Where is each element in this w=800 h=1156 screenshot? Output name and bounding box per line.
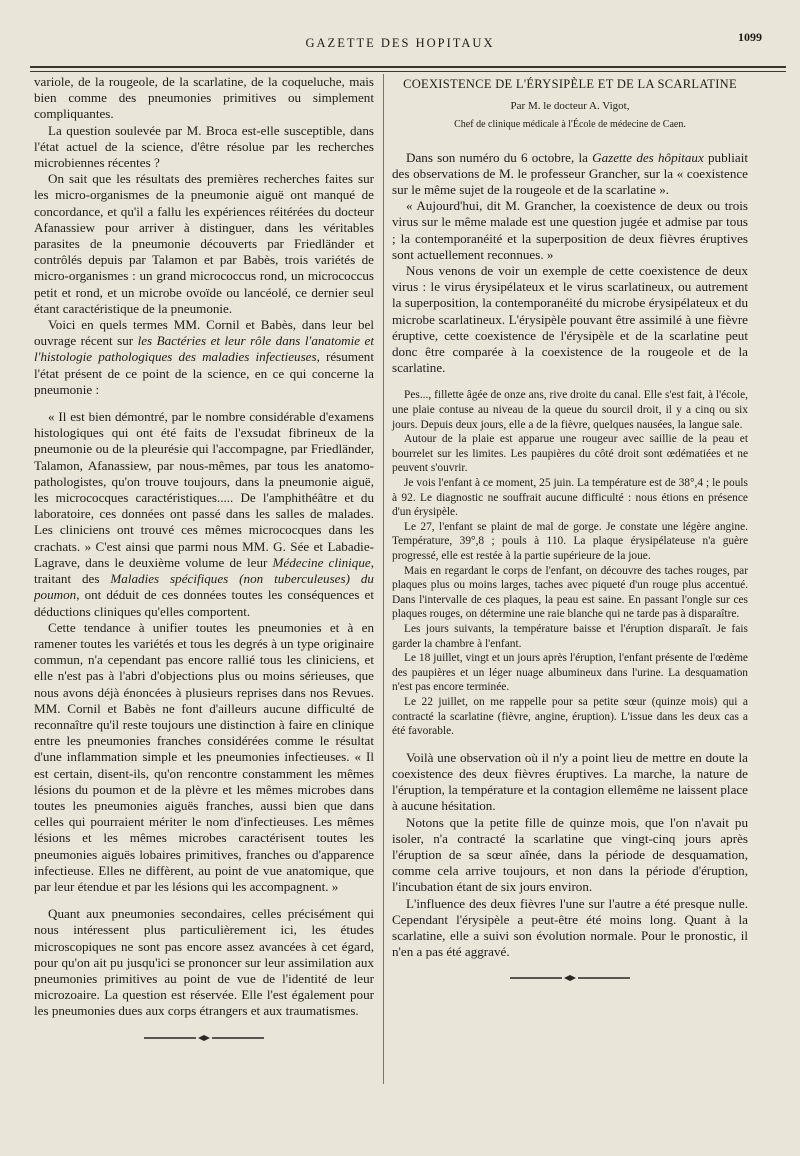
journal-reference: Gazette des hôpitaux <box>592 149 704 165</box>
page-header <box>30 22 770 62</box>
paragraph: Notons que la petite fille de quinze mois, que l'on n'avait pu isoler, n'a contracté la scarlatine que vingt-cinq jours après l'éruption de sa sœur aînée, dans la période de desquamation, comme cela arrive toujours, et non dans la période d'éruption, l'incubation étant de six jours environ. <box>392 814 748 895</box>
left-column <box>34 74 374 1042</box>
book-title: Maladies spécifiques (non tuberculeuses) du poumon <box>34 571 374 603</box>
text-run: « Il est bien démontré, par le nombre considérable d'examens histologiques qui ont été faits de l'exsudat fibrineux de la pneumonie ou de la pleurésie qui l'accompagne, par Friedländer, Talamon, Afanassiew, par nous-mêmes, par tous les anatomo-pathologistes, qu'on trouve toujours, dans la pneumonie aiguë, les micrococques caractéristiques..... De l'amphithéâtre et du laboratoire, ces données ont passé dans les salles de malades. Les cliniciens ont trouvé ces mêmes micrococques dans les crachats. » C'est ainsi que parmi nous MM. G. Sée et Labadie-Lagrave, dans le deuxième volume de leur <box>34 409 374 570</box>
text-run: , traitant des <box>34 554 374 587</box>
case-paragraph: Autour de la plaie est apparue une rougeur avec saillie de la peau et bourrelet sur les limites. Les paupières du côté droit sont œdématiées et ne peuvent s'ouvrir. <box>392 433 748 475</box>
case-paragraph: Le 27, l'enfant se plaint de mal de gorge. Je constate une légère angine. Température, 39°,8 ; pouls à 110. La plaque érysipélateuse n'a guère progressé, elle est restée à la partie supérieure de la joue. <box>392 520 748 562</box>
book-title: Médecine clinique <box>272 554 371 570</box>
case-paragraph: Le 22 juillet, on me rappelle pour sa petite sœur (quinze mois) qui a contracté la scarlatine (fièvre, angine, éruption). L'issue dans les deux cas a été favorable. <box>392 695 748 738</box>
paragraph: Nous venons de voir un exemple de cette coexistence de deux virus : le virus érysipélateux et le virus scarlatineux, ou autrement la superposition, la contemporanéité du microbe érysipélateux et du microbe scarlatineux. L'érysipèle pouvant être assimilé à une fièvre éruptive, cette coexistence de l'érysipèle et de la scarlatine peut donc être comparée à la coexistence de la rougeole et de la scarlatine. <box>392 263 748 376</box>
section-end-ornament <box>144 1034 264 1042</box>
paragraph: variole, de la rougeole, de la scarlatine, de la coqueluche, mais bien comme des pneumonies primitives ou simplement compliquantes. <box>34 74 374 122</box>
case-paragraph: Je vois l'enfant à ce moment, 25 juin. La température est de 38°,4 ; le pouls à 92. Le diagnostic ne souffrait aucune difficulté : nous étions en présence d'un érysipèle. <box>392 477 748 519</box>
paragraph <box>34 317 374 398</box>
case-paragraph: Mais en regardant le corps de l'enfant, on découvre des taches rouges, par plaques plus ou moins larges, taches avec piqueté d'un rouge plus accentué. Dans l'intervalle de ces plaques, la peau est saine. En passant l'ongle sur ces plaques rouges, on détermine une raie blanche qui ne tarde pas à disparaître. <box>392 564 748 621</box>
text-run: , ont déduit de ces données toutes les conséquences et déductions cliniques qu'elles comportent. <box>34 587 374 619</box>
case-paragraph: Le 18 juillet, vingt et un jours après l'éruption, l'enfant présente de l'œdème des paupières et un léger nuage albumineux dans l'urine. La desquamation n'est pas encore terminée. <box>392 652 748 694</box>
header-rule <box>30 66 786 72</box>
right-column <box>392 74 748 982</box>
paragraph: Cette tendance à unifier toutes les pneumonies et à en ramener toutes les variétés et tous les degrés à un type originaire commun, n'a cependant pas encore rallié tous les cliniciens, et elle n'est pas à l'abri d'objections plus ou moins sérieuses, que nous avons déjà énoncées à plusieurs reprises dans nos Revues. MM. Cornil et Babès ne font d'ailleurs aucune difficulté de reconnaître qu'il reste toujours une distinction à faire en clinique entre les pneumonies franches considérées comme le résultat d'une inflammation simple et les pneumonies infectieuses. « Il est certain, disent-ils, qu'on rencontre constamment les mêmes lésions du poumon et de la plèvre et les mêmes microbes dans toutes les pneumonies aiguës franches, aussi bien que dans celles qui pourraient mériter le nom d'infectieuses. Les mêmes lésions et les mêmes microbes caractérisent toutes les pneumonies aiguës lobaires primitives, franches ou d'apparence infectieuse. Elles ne diffèrent, au point de vue anatomique, que par leur étendue et par les lésions qui les accompagnent. » <box>34 619 374 894</box>
paragraph: « Aujourd'hui, dit M. Grancher, la coexistence de deux ou trois virus sur le même malade est une question jugée et admise par tous ; la contemporanéité et la superposition de deux fièvres éruptives sont actuellement reconnues. » <box>392 198 748 262</box>
paragraph: Voilà une observation où il n'y a point lieu de mettre en doute la coexistence des deux fièvres éruptives. La marche, la nature de l'éruption, la température et la contagion ellemême ne laissent place à aucune hésitation. <box>392 749 748 814</box>
paragraph <box>392 150 748 199</box>
paragraph: Quant aux pneumonies secondaires, celles précisément qui nous intéressent plus particulièrement ici, les études microscopiques ne sont pas encore assez avancées à cet égard, pour qu'on ait pu jusqu'ici se prononcer sur leur assimilation aux pneumonies primitives au point de vue de l'identité de leur microzoaire. La question est réservée. Elle l'est également pour les pneumonies dues aux corps étrangers et aux traumatismes. <box>34 906 374 1019</box>
text-run: publiait des observations de M. le professeur Grancher, sur la « coexistence sur le même sujet de la rougeole et de la scarlatine ». <box>392 149 748 198</box>
journal-title: GAZETTE DES HOPITAUX <box>305 36 495 50</box>
paragraph: La question soulevée par M. Broca est-elle susceptible, dans l'état actuel de la science, d'être résolue par les recherches microbiennes récentes ? <box>34 122 374 171</box>
text-run: Voici en quels termes MM. Cornil et Babès, dans leur bel ouvrage récent sur <box>34 317 374 349</box>
column-divider <box>383 74 384 1084</box>
page-number: 1099 <box>738 30 762 44</box>
case-report <box>392 388 748 738</box>
article-author-role: Chef de clinique médicale à l'École de médecine de Caen. <box>454 119 686 131</box>
quotation-paragraph <box>34 409 374 620</box>
text-run: , résument l'état présent de ce point de la science, en ce qui concerne la pneumonie : <box>34 349 374 397</box>
case-paragraph: Pes..., fillette âgée de onze ans, rive droite du canal. Elle s'est fait, à l'école, une plaie contuse au niveau de la queue du sourcil droit, il y a cinq ou six jours. Depuis deux jours, elle a de la fièvre, quelques nausées, la langue sale. <box>392 389 748 431</box>
article-author: Par M. le docteur A. Vigot, <box>510 100 630 113</box>
section-end-ornament <box>510 974 630 982</box>
case-paragraph: Les jours suivants, la température baisse et l'éruption disparaît. Je fais garder la chambre à l'enfant. <box>392 622 748 650</box>
article-title: COEXISTENCE DE L'ÉRYSIPÈLE ET DE LA SCARLATINE <box>403 77 737 91</box>
paragraph: L'influence des deux fièvres l'une sur l'autre a été presque nulle. Cependant l'érysipèle a peut-être été moins long. Quant à la scarlatine, elle a suivi son évolution normale. Pour le pronostic, il n'en a pas été aggravé. <box>392 895 748 960</box>
text-run: Dans son numéro du 6 octobre, la <box>406 149 593 165</box>
book-title: les Bactéries et leur rôle dans l'anatomie et l'histologie pathologiques des maladies infectieuses <box>34 333 374 365</box>
paragraph: On sait que les résultats des premières recherches faites sur les micro-organismes de la pneumonie aiguë ont manqué de concordance, et qu'il a fallu les expériences réitérées du docteur Afanassiew pour arriver à distinguer, dans les véritables parasites de la pneumonie découverts par Friedländer et contrôlés depuis par Talamon et par Babès, trois variétés de micro-organismes : un grand micrococcus rond, un micrococcus petit et rond, et un microbe ovoïde ou lancéolé, ce dernier seul étant caractéristique de la pneumonie. <box>34 171 374 316</box>
